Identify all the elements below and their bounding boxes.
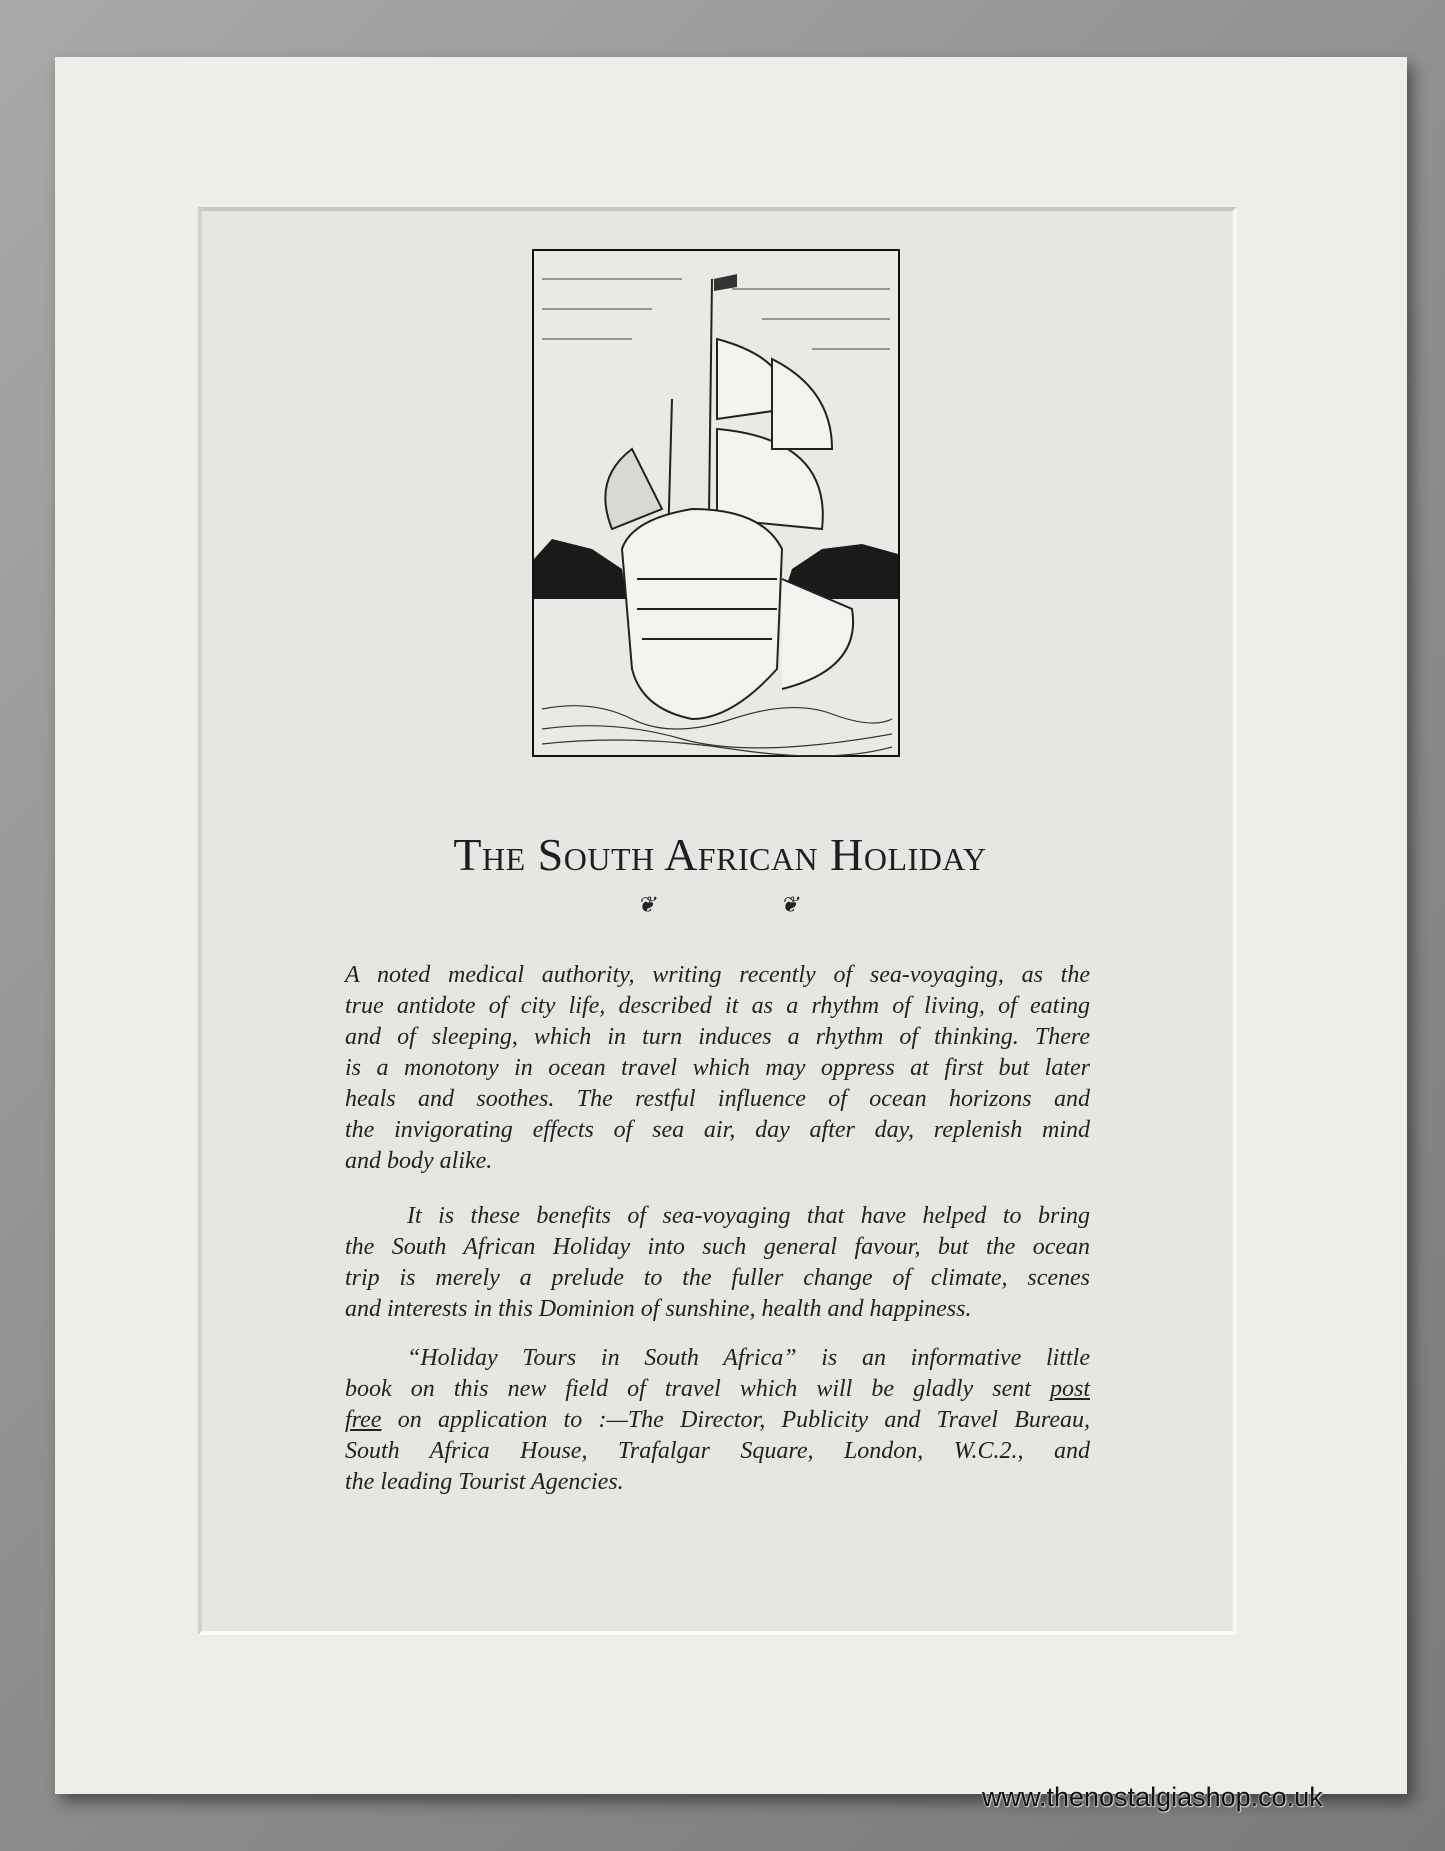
text-line: and interests in this Dominion of sunshine, health and happiness. — [345, 1296, 972, 1322]
ornament-left: ❦ — [637, 893, 656, 918]
sailing-ship-illustration — [532, 249, 900, 757]
ornament-right: ❦ — [780, 893, 799, 918]
paragraph-3 — [345, 1343, 1090, 1498]
text-line: true antidote of city life, described it as a rhythm of living, of eating — [345, 993, 1090, 1019]
text-line: the South African Holiday into such general favour, but the ocean — [345, 1234, 1090, 1260]
paragraph-2 — [345, 1201, 1090, 1325]
underlined-text: post — [1050, 1376, 1091, 1402]
text-line: heals and soothes. The restful influence of ocean horizons and — [345, 1086, 1090, 1112]
text-line: South Africa House, Trafalgar Square, London, W.C.2., and — [345, 1438, 1090, 1464]
text-line: It is these benefits of sea-voyaging that have helped to bring — [407, 1203, 1090, 1229]
watermark: www.thenostalgiashop.co.uk — [982, 1782, 1323, 1812]
text-line: A noted medical authority, writing recently of sea-voyaging, as the — [345, 962, 1090, 988]
text-fragment: book on this new field of travel which will be gladly sent — [345, 1376, 1031, 1402]
text-line — [345, 1374, 1090, 1405]
text-line: “Holiday Tours in South Africa” is an informative little — [407, 1345, 1090, 1371]
text-fragment: on application to :—The Director, Publicity and Travel Bureau, — [397, 1407, 1091, 1433]
text-line: is a monotony in ocean travel which may oppress at first but later — [345, 1055, 1090, 1081]
text-line: and body alike. — [345, 1148, 493, 1174]
page-title: The South African Holiday — [453, 829, 987, 880]
underlined-text: free — [345, 1407, 382, 1433]
text-line: and of sleeping, which in turn induces a rhythm of thinking. There — [345, 1024, 1090, 1050]
text-line: the leading Tourist Agencies. — [345, 1469, 624, 1495]
text-line: trip is merely a prelude to the fuller change of climate, scenes — [345, 1265, 1090, 1291]
text-line: the invigorating effects of sea air, day after day, replenish mind — [345, 1117, 1090, 1143]
paragraph-1 — [345, 960, 1090, 1177]
text-line — [345, 1405, 1090, 1436]
